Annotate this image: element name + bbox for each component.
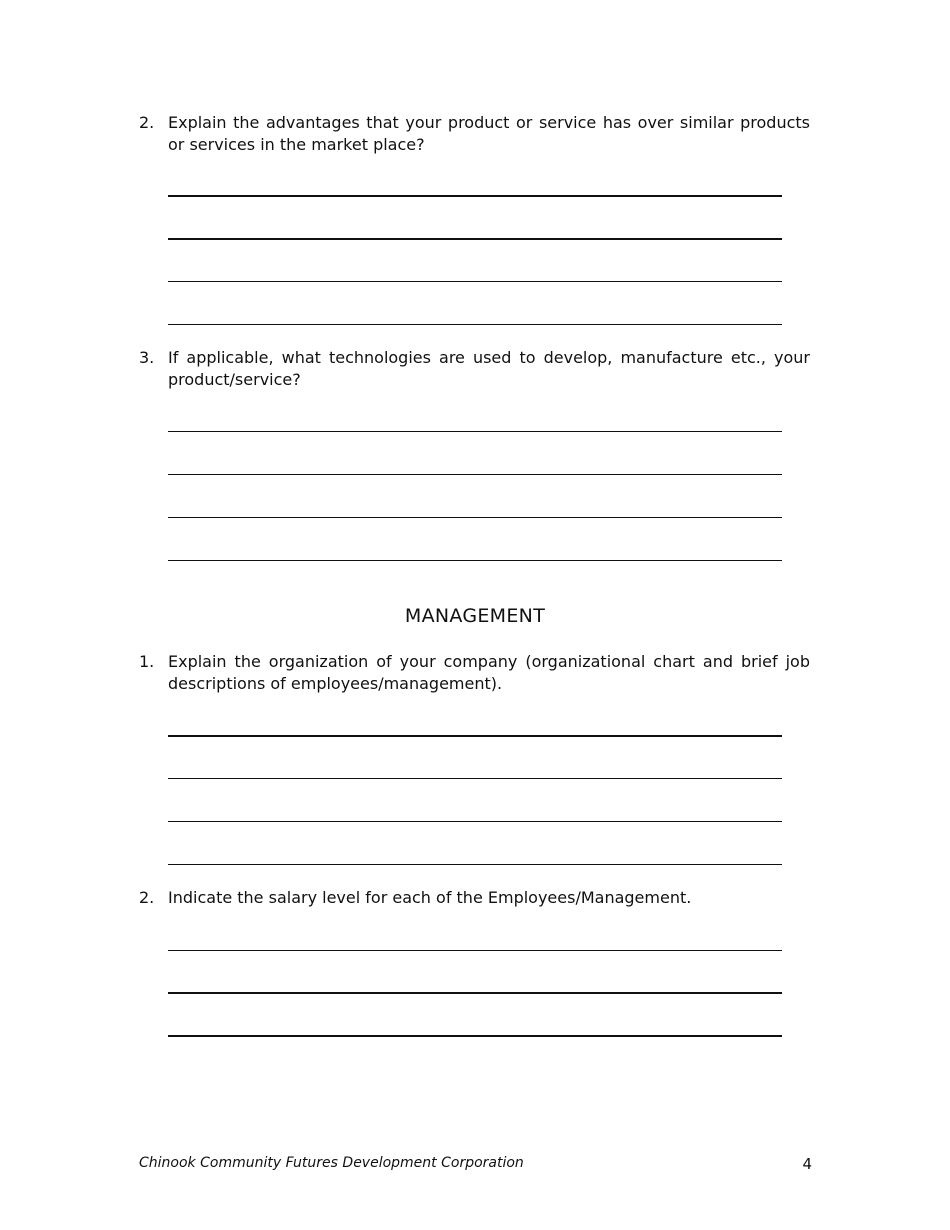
answer-line[interactable] — [168, 864, 782, 865]
answer-line[interactable] — [168, 560, 782, 561]
answer-line[interactable] — [168, 474, 782, 475]
question-text: If applicable, what technologies are used to develop, manufacture etc., your product/service? — [168, 348, 810, 389]
answer-line[interactable] — [168, 735, 782, 737]
question-1-organization — [139, 651, 810, 694]
page-number: 4 — [802, 1155, 812, 1173]
question-2-salary — [139, 887, 810, 909]
answer-line[interactable] — [168, 517, 782, 518]
answer-line[interactable] — [168, 821, 782, 822]
question-3-technologies — [139, 347, 810, 390]
question-2-advantages — [139, 112, 810, 155]
question-text: Explain the advantages that your product or service has over similar products or services in the market place? — [168, 113, 810, 154]
answer-line[interactable] — [168, 281, 782, 282]
answer-line[interactable] — [168, 992, 782, 994]
answer-line[interactable] — [168, 950, 782, 951]
answer-line[interactable] — [168, 778, 782, 779]
question-number: 2. — [139, 113, 155, 132]
answer-line[interactable] — [168, 195, 782, 197]
question-text: Explain the organization of your company (organizational chart and brief job descriptions of employees/management). — [168, 652, 810, 693]
question-text: Indicate the salary level for each of the Employees/Management. — [168, 888, 692, 907]
question-number: 2. — [139, 888, 155, 907]
footer-organization: Chinook Community Futures Development Corporation — [139, 1155, 524, 1171]
answer-line[interactable] — [168, 431, 782, 432]
answer-line[interactable] — [168, 1035, 782, 1037]
question-number: 1. — [139, 652, 155, 671]
answer-line[interactable] — [168, 324, 782, 325]
answer-line[interactable] — [168, 238, 782, 240]
section-heading-management: MANAGEMENT — [404, 605, 546, 627]
question-number: 3. — [139, 348, 155, 367]
